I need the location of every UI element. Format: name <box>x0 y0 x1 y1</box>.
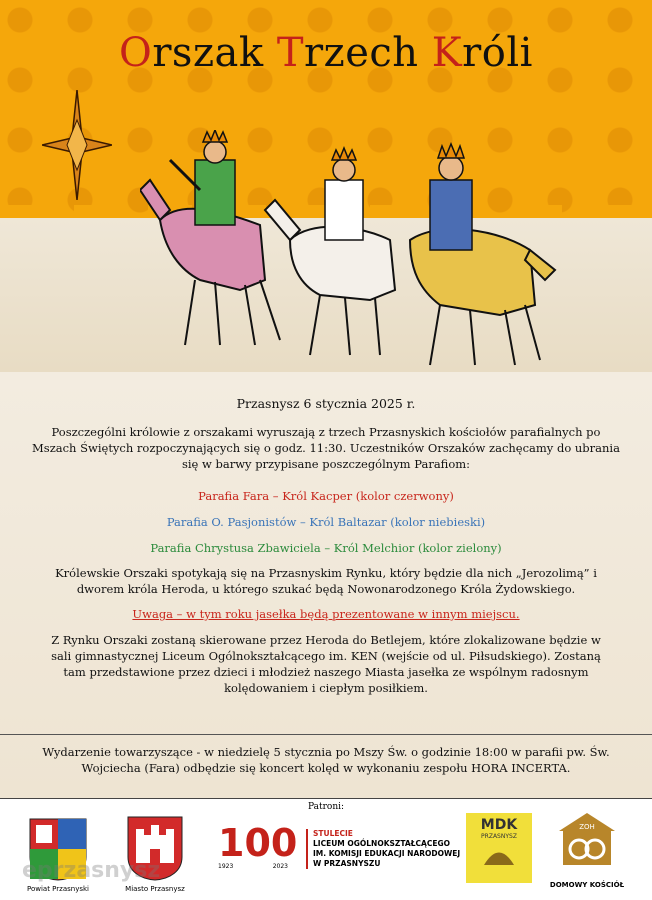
lo-line3: IM. KOMISJI EDUKACJI NARODOWEJ <box>313 849 461 858</box>
warning-notice: Uwaga – w tym roku jasełka będą prezentowane w innym miejscu. <box>132 607 520 621</box>
lo-year-start: 1923 <box>218 863 234 870</box>
hero-banner <box>0 0 652 372</box>
divider <box>0 734 652 735</box>
king-baltazar <box>325 148 363 240</box>
date-line: Przasnysz 6 stycznia 2025 r. <box>236 396 416 411</box>
domowy-kosciol-caption: DOMOWY KOŚCIÓŁ <box>549 881 625 889</box>
lo-line2: LICEUM OGÓLNOKSZTAŁCĄCEGO <box>313 839 450 848</box>
intro-paragraph: Poszczególni królowie z orszakami wyruszają z trzech Przasnyskich kościołów parafialnych po Mszach Świętych rozpoczynających się o godz. 11:30. Uczestników Orszaków zachęcamy do ubrania się w barwy przypisane poszczególnym Parafiom: <box>32 425 620 471</box>
powiat-caption: Powiat Przasnyski <box>27 885 89 893</box>
domowy-kosciol-icon <box>557 811 617 867</box>
mdk-logo <box>466 813 532 883</box>
king-melchior <box>430 144 472 250</box>
lo-line1: STULECIE <box>313 829 353 838</box>
patrons-footer <box>0 798 652 900</box>
parish-fara: Parafia Fara – Król Kacper (kolor czerwony) <box>198 489 454 503</box>
parish-chrystusa-zbawiciela: Parafia Chrystusa Zbawiciela – Król Melchior (kolor zielony) <box>150 541 502 555</box>
accompanying-event: Wydarzenie towarzyszące - w niedzielę 5 stycznia po Mszy Św. o godzinie 18:00 w parafii pw. Św. Wojciecha (Fara) odbędzie się koncert kolęd w wykonaniu zespołu HORA INCERTA. <box>42 745 610 775</box>
dk-mark: ZOH <box>579 823 595 831</box>
star-of-bethlehem-icon <box>42 90 112 200</box>
watermark: eprzasnysz <box>22 858 161 883</box>
miasto-caption: Miasto Przasnysz <box>125 885 185 893</box>
lo-centenary-logo <box>218 823 308 883</box>
mdk-sub: PRZASNYSZ <box>481 833 517 840</box>
info-paragraph: Z Rynku Orszaki zostaną skierowane przez Heroda do Betlejem, które zlokalizowane będzie w sali gimnastycznej Liceum Ogólnokształcącego im. KEN (wejście od ul. Piłsudskiego). Zostaną tam przedstawione przez dzieci i młodzież naszego Miasta jasełka ze wspólnym radosnym kolędowaniem i ciepłym posiłkiem. <box>51 633 601 695</box>
lo-name-block <box>306 829 466 869</box>
poster-title: Orszak Trzech Króli <box>119 30 533 76</box>
mdk-label: MDK <box>480 817 518 833</box>
three-kings-illustration <box>140 130 560 370</box>
mdk-figure-icon <box>479 840 519 870</box>
lo-line4: W PRZASNYSZU <box>313 859 381 868</box>
lo-number: 100 <box>218 821 298 865</box>
meeting-paragraph: Królewskie Orszaki spotykają się na Przasnyskim Rynku, który będzie dla nich „Jerozolimą” i dworem króla Heroda, u którego szukać będą Nowonarodzonego Króla Żydowskiego. <box>55 566 597 596</box>
domowy-kosciol-logo <box>556 811 618 879</box>
parish-pasjonistow: Parafia O. Pasjonistów – Król Baltazar (kolor niebieski) <box>166 515 486 529</box>
lo-year-end: 2023 <box>272 863 288 870</box>
patrons-label: Patroni: <box>307 802 345 812</box>
event-description <box>0 372 652 798</box>
